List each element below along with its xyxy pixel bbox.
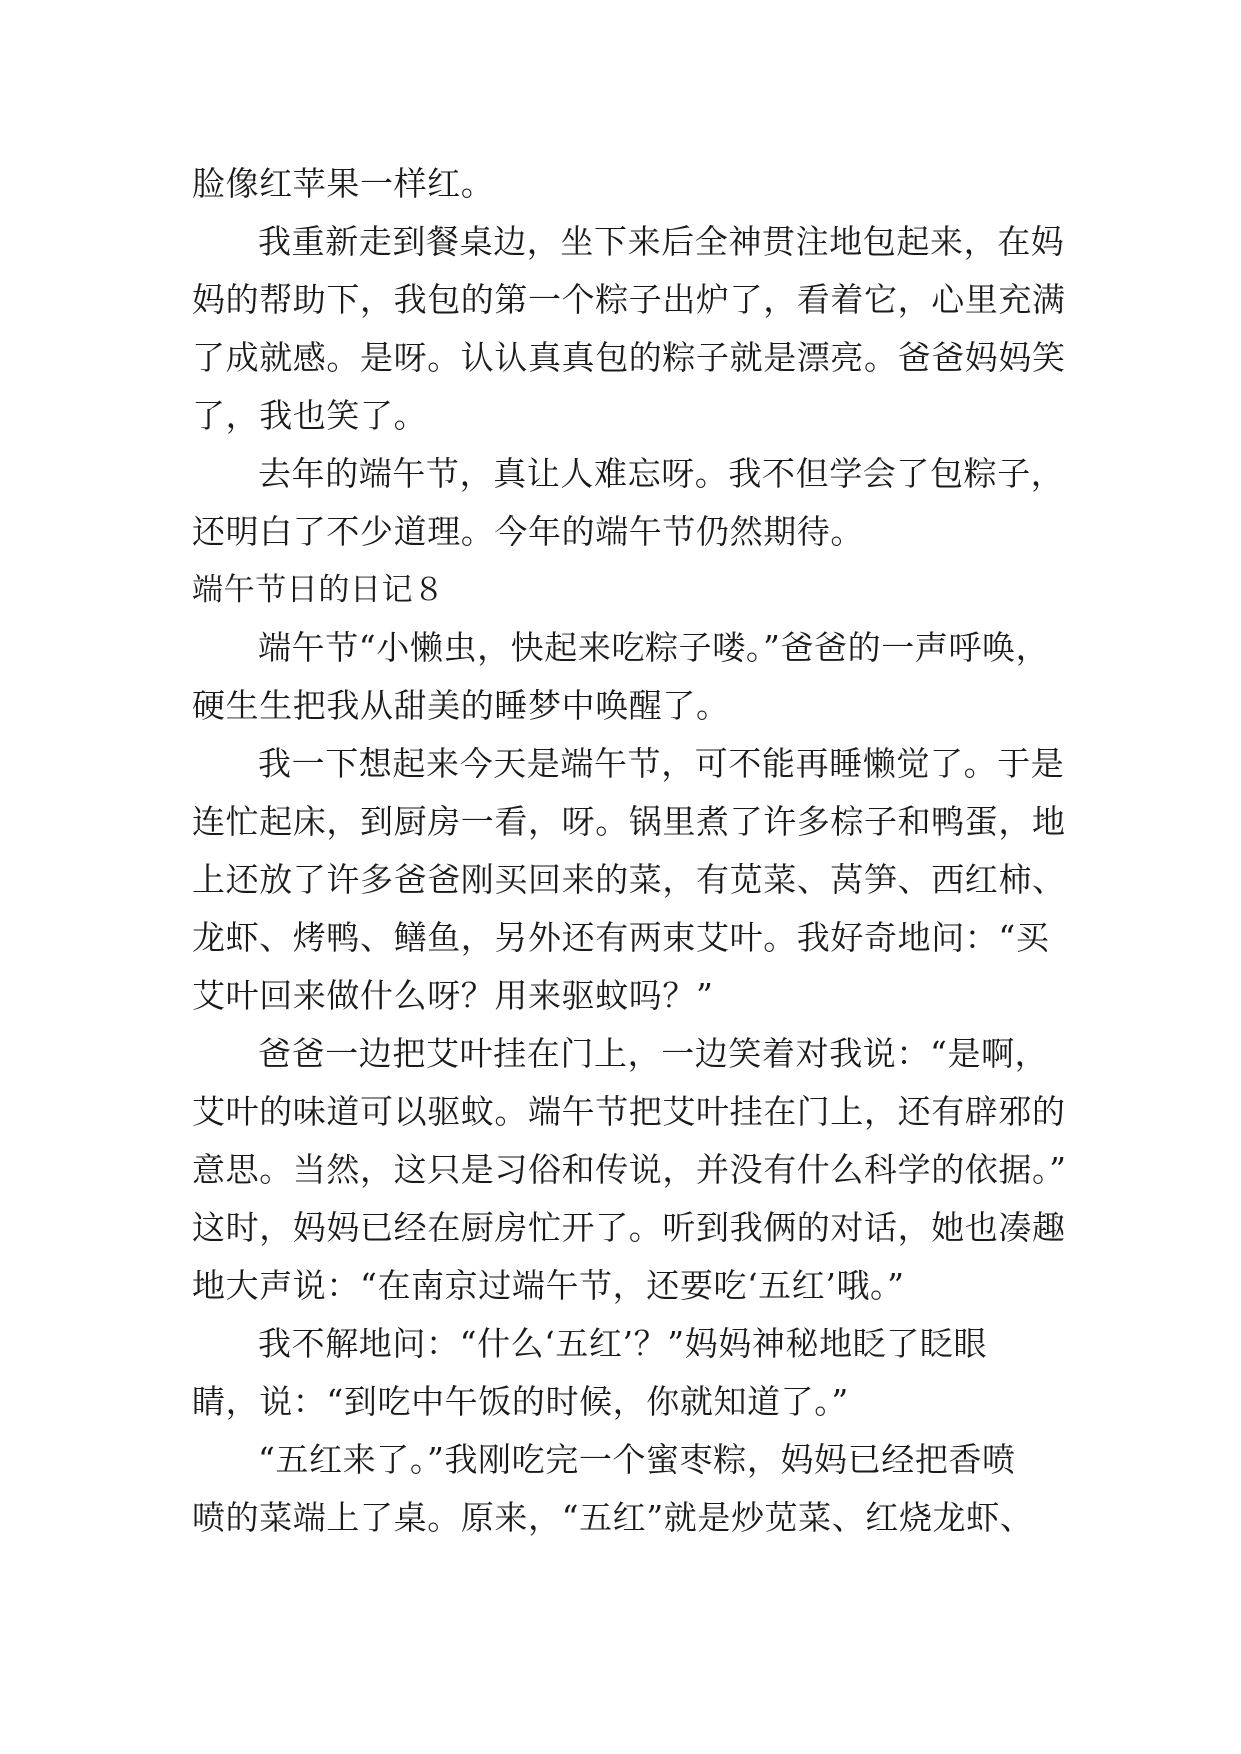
paragraph-first-line: 爸爸一边把艾叶挂在门上，一边笑着对我说：“是啊， <box>258 1034 1049 1073</box>
text-line: 了，我也笑了。 <box>192 396 428 435</box>
text-line: 连忙起床，到厨房一看，呀。锅里煮了许多棕子和鸭蛋，地 <box>192 802 1066 841</box>
text-line: 还明白了不少道理。今年的端午节仍然期待。 <box>192 512 864 551</box>
text-line: 妈的帮助下，我包的第一个粽子出炉了，看着它，心里充满 <box>192 280 1066 319</box>
text-line: 喷的菜端上了桌。原来，“五红”就是炒苋菜、红烧龙虾、 <box>192 1498 1034 1537</box>
paragraph-first-line: 我重新走到餐桌边，坐下来后全神贯注地包起来，在妈 <box>258 222 1065 261</box>
text-line: 意思。当然，这只是习俗和传说，并没有什么科学的依据。” <box>192 1150 1067 1189</box>
text-line: 上还放了许多爸爸刚买回来的菜，有苋菜、莴笋、西红柿、 <box>192 860 1066 899</box>
paragraph-first-line: 端午节“小懒虫，快起来吃粽子喽。”爸爸的一声呼唤， <box>258 628 1050 667</box>
paragraph-first-line: “五红来了。”我刚吃完一个蜜枣粽，妈妈已经把香喷 <box>258 1440 1016 1479</box>
text-line: 龙虾、烤鸭、鳝鱼，另外还有两束艾叶。我好奇地问：“买 <box>192 918 1050 957</box>
paragraph-first-line: 我不解地问：“什么‘五红’？”妈妈神秘地眨了眨眼 <box>258 1324 988 1363</box>
text-line: 睛，说：“到吃中午饭的时候，你就知道了。” <box>192 1382 849 1421</box>
text-line: 艾叶回来做什么呀？用来驱蚊吗？” <box>192 976 714 1015</box>
document-body <box>192 155 1072 1547</box>
text-line: 艾叶的味道可以驱蚊。端午节把艾叶挂在门上，还有辟邪的 <box>192 1092 1066 1131</box>
section-heading: 端午节日的日记８ <box>192 572 445 608</box>
text-line: 硬生生把我从甜美的睡梦中唤醒了。 <box>192 686 730 725</box>
text-line: 脸像红苹果一样红。 <box>192 164 495 203</box>
text-line: 地大声说：“在南京过端午节，还要吃‘五红’哦。” <box>192 1266 905 1305</box>
text-line: 这时，妈妈已经在厨房忙开了。听到我俩的对话，她也凑趣 <box>192 1208 1066 1247</box>
paragraph-first-line: 我一下想起来今天是端午节，可不能再睡懒觉了。于是 <box>258 744 1065 783</box>
paragraph-first-line: 去年的端午节，真让人难忘呀。我不但学会了包粽子， <box>258 454 1065 493</box>
text-line: 了成就感。是呀。认认真真包的粽子就是漂亮。爸爸妈妈笑 <box>192 338 1066 377</box>
